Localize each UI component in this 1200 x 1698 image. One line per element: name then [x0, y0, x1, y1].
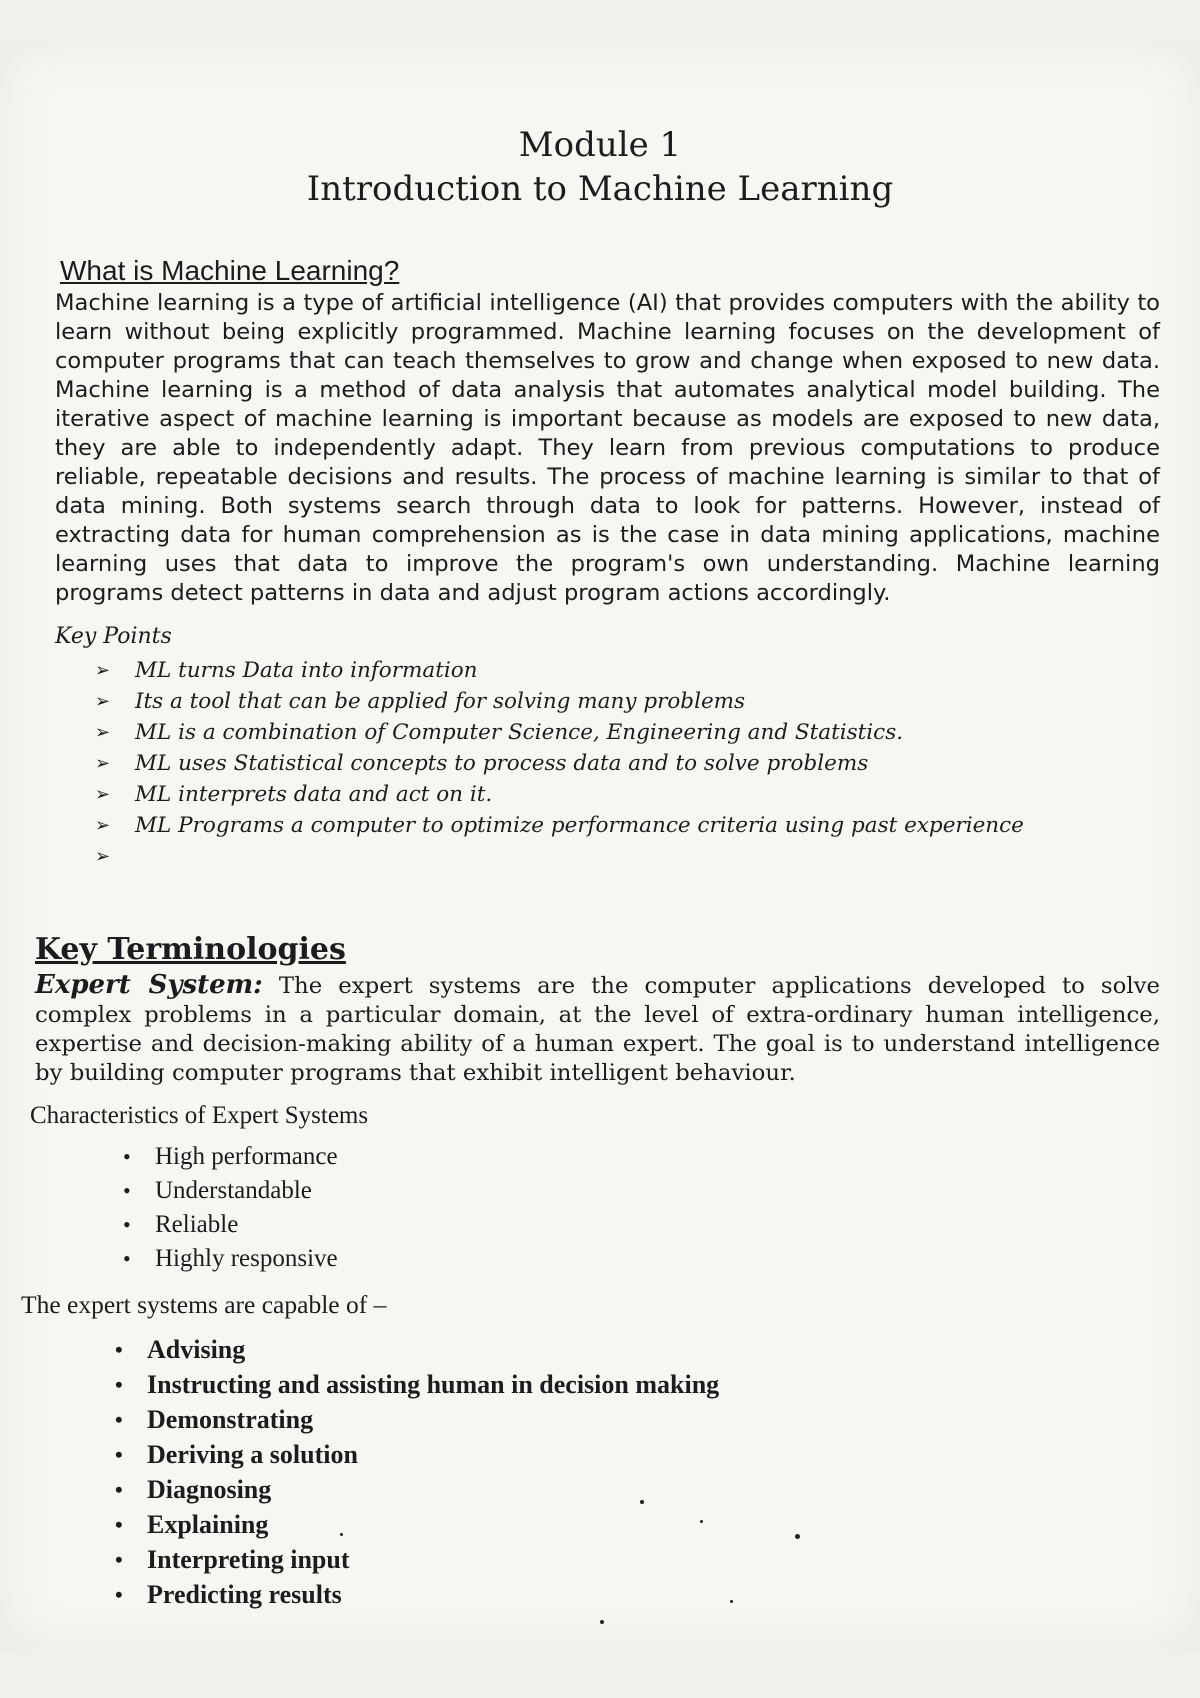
capabilities-title: The expert systems are capable of – — [21, 1290, 387, 1319]
bullet-icon: • — [123, 1178, 131, 1203]
key-points-title: Key Points — [55, 624, 172, 649]
module-title: Introduction to Machine Learning — [306, 169, 894, 209]
capability-text: Predicting results — [147, 1580, 342, 1609]
list-item — [115, 1332, 1160, 1367]
characteristics-list — [35, 1140, 1160, 1276]
bullet-icon: • — [115, 1372, 123, 1397]
term-label: Expert System: — [35, 970, 263, 1000]
capability-text: Advising — [147, 1335, 246, 1364]
capability-text: Deriving a solution — [147, 1440, 358, 1469]
scan-speck — [730, 1600, 733, 1603]
bullet-icon: • — [115, 1512, 123, 1537]
section-what-is-ml — [55, 255, 1160, 872]
key-point-text: Its a tool that can be applied for solving many problems — [135, 689, 746, 714]
list-item — [123, 1242, 1160, 1276]
ml-definition-paragraph: Machine learning is a type of artificial intelligence (AI) that provides computers with the ability to learn without being explicitly programmed. Machine learning focuses on the development of computer programs that can teach themselves to grow and change when exposed to new data. Machine learning is a method of data analysis that automates analytical model building. The iterative aspect of machine learning is important because as models are exposed to new data, they are able to independently adapt. They learn from previous computations to produce reliable, repeatable decisions and results. The process of machine learning is similar to that of data mining. Both systems search through data to look for patterns. However, instead of extracting data for human comprehension as is the case in data mining applications, machine learning uses that data to improve the program's own understanding. Machine learning programs detect patterns in data and adjust program actions accordingly. — [55, 290, 1160, 606]
arrow-bullet-icon: ➢ — [95, 660, 111, 681]
term-definition: The expert systems are the computer applications developed to solve complex problems in a particular domain, at the level of extra-ordinary human intelligence, expertise and decision-making ability of a human expert. The goal is to understand intelligence by building computer programs that exhibit intelligent behaviour. — [35, 973, 1160, 1086]
list-item — [95, 717, 1160, 748]
list-item — [115, 1542, 1160, 1577]
arrow-bullet-icon: ➢ — [95, 815, 111, 836]
capability-text: Diagnosing — [147, 1475, 272, 1504]
bullet-icon: • — [115, 1477, 123, 1502]
list-item — [115, 1437, 1160, 1472]
module-number: Module 1 — [518, 125, 682, 165]
capability-text: Instructing and assisting human in decision making — [147, 1370, 720, 1399]
characteristic-text: Highly responsive — [155, 1245, 338, 1272]
list-item — [123, 1174, 1160, 1208]
scan-speck — [795, 1534, 800, 1539]
key-point-text: ML turns Data into information — [135, 658, 478, 683]
list-item — [123, 1208, 1160, 1242]
list-item — [95, 779, 1160, 810]
list-item — [95, 655, 1160, 686]
list-item — [115, 1402, 1160, 1437]
characteristics-title: Characteristics of Expert Systems — [30, 1102, 369, 1129]
capability-text: Interpreting input — [147, 1545, 350, 1574]
scan-speck — [700, 1520, 703, 1523]
arrow-bullet-icon: ➢ — [95, 784, 111, 805]
list-item — [95, 748, 1160, 779]
bullet-icon: • — [115, 1442, 123, 1467]
arrow-bullet-icon: ➢ — [95, 691, 111, 712]
arrow-bullet-icon: ➢ — [95, 722, 111, 743]
expert-system-paragraph — [35, 971, 1160, 1088]
section-key-terminologies — [21, 932, 1160, 1612]
bullet-icon: • — [115, 1407, 123, 1432]
section-heading: What is Machine Learning? — [60, 255, 400, 286]
list-item — [115, 1472, 1160, 1507]
list-item — [95, 810, 1160, 841]
key-point-text: ML Programs a computer to optimize performance criteria using past experience — [135, 813, 1024, 838]
list-item — [115, 1367, 1160, 1402]
scan-speck — [600, 1620, 604, 1624]
bullet-icon: • — [115, 1547, 123, 1572]
capability-text: Explaining — [147, 1510, 269, 1539]
characteristic-text: Understandable — [155, 1177, 312, 1204]
key-points-list — [55, 655, 1160, 872]
capability-text: Demonstrating — [147, 1405, 314, 1434]
list-item — [95, 841, 1160, 872]
bullet-icon: • — [115, 1337, 123, 1362]
scan-speck — [340, 1533, 343, 1536]
section-heading: Key Terminologies — [35, 932, 346, 967]
key-point-text: ML is a combination of Computer Science, Engineering and Statistics. — [135, 720, 904, 745]
key-point-text: ML uses Statistical concepts to process data and to solve problems — [135, 751, 869, 776]
list-item — [123, 1140, 1160, 1174]
bullet-icon: • — [123, 1212, 131, 1237]
bullet-icon: • — [123, 1144, 131, 1169]
arrow-bullet-icon: ➢ — [95, 846, 111, 867]
title-block — [0, 125, 1200, 209]
list-item — [115, 1577, 1160, 1612]
key-point-text: ML interprets data and act on it. — [135, 782, 493, 807]
list-item — [115, 1507, 1160, 1542]
bullet-icon: • — [115, 1582, 123, 1607]
capabilities-list — [35, 1332, 1160, 1612]
bullet-icon: • — [123, 1246, 131, 1271]
characteristic-text: Reliable — [155, 1211, 239, 1238]
characteristic-text: High performance — [155, 1143, 338, 1170]
scan-speck — [640, 1500, 644, 1504]
list-item — [95, 686, 1160, 717]
arrow-bullet-icon: ➢ — [95, 753, 111, 774]
